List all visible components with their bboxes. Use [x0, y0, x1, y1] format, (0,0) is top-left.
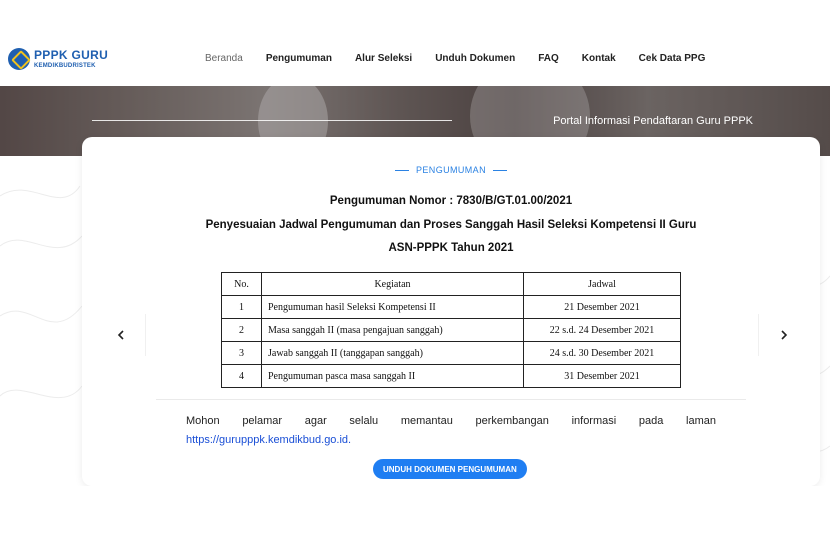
label-dash-left	[395, 170, 409, 171]
nav-item-unduh-dokumen[interactable]: Unduh Dokumen	[435, 53, 516, 64]
announcement-number: Pengumuman Nomor : 7830/B/GT.01.00/2021	[329, 195, 573, 207]
announcement-title-line-2: ASN-PPPK Tahun 2021	[388, 242, 514, 254]
content-divider	[156, 399, 746, 400]
notice-paragraph	[186, 412, 716, 450]
carousel-next-button[interactable]	[758, 314, 808, 356]
announcement-card	[82, 137, 820, 486]
announcement-title-line-1: Penyesuaian Jadwal Pengumuman dan Proses Sanggah Hasil Seleksi Kompetensi II Guru	[205, 219, 697, 231]
cell-no: 4	[222, 365, 262, 388]
cell-no: 1	[222, 296, 262, 319]
header-no: No.	[222, 273, 262, 296]
section-label	[82, 165, 820, 175]
header-jadwal: Jadwal	[524, 273, 681, 296]
section-label-text: PENGUMUMAN	[415, 165, 486, 175]
table-row	[222, 342, 681, 365]
chevron-left-icon	[116, 330, 126, 340]
page-bottom	[0, 486, 830, 552]
nav-item-kontak[interactable]: Kontak	[581, 53, 616, 64]
cell-kegiatan: Jawab sanggah II (tanggapan sanggah)	[262, 342, 524, 365]
tut-wuri-emblem-icon	[8, 48, 30, 70]
cell-no: 3	[222, 342, 262, 365]
table-row	[222, 296, 681, 319]
nav-item-alur-seleksi[interactable]: Alur Seleksi	[354, 53, 413, 64]
schedule-table	[221, 272, 681, 388]
brand-title: PPPK GURU	[34, 48, 109, 62]
brand-logo[interactable]	[8, 48, 108, 70]
table-header-row	[222, 273, 681, 296]
hero-caption: Portal Informasi Pendaftaran Guru PPPK	[553, 115, 753, 127]
label-dash-right	[493, 170, 507, 171]
portal-link[interactable]: https://gurupppk.kemdikbud.go.id.	[186, 434, 352, 446]
nav-item-pengumuman[interactable]: Pengumuman	[265, 53, 332, 64]
download-announcement-button[interactable]: UNDUH DOKUMEN PENGUMUMAN	[373, 459, 527, 479]
table-row	[222, 319, 681, 342]
carousel-prev-button[interactable]	[96, 314, 146, 356]
cell-jadwal: 21 Desember 2021	[524, 296, 681, 319]
notice-text: Mohon pelamar agar selalu memantau perkembangan informasi pada laman	[186, 415, 716, 427]
brand-text	[34, 49, 108, 69]
cell-jadwal: 24 s.d. 30 Desember 2021	[524, 342, 681, 365]
cell-kegiatan: Pengumuman hasil Seleksi Kompetensi II	[262, 296, 524, 319]
navbar	[0, 0, 830, 86]
cell-no: 2	[222, 319, 262, 342]
cell-kegiatan: Masa sanggah II (masa pengajuan sanggah)	[262, 319, 524, 342]
chevron-right-icon	[779, 330, 789, 340]
main-nav	[205, 53, 728, 64]
cell-kegiatan: Pengumuman pasca masa sanggah II	[262, 365, 524, 388]
nav-item-cek-data-ppg[interactable]: Cek Data PPG	[638, 53, 706, 64]
brand-subtitle: KEMDIKBUDRISTEK	[34, 63, 96, 69]
cell-jadwal: 31 Desember 2021	[524, 365, 681, 388]
cell-jadwal: 22 s.d. 24 Desember 2021	[524, 319, 681, 342]
nav-item-beranda[interactable]: Beranda	[205, 53, 243, 64]
hero-divider-line	[92, 120, 452, 121]
table-row	[222, 365, 681, 388]
header-kegiatan: Kegiatan	[262, 273, 524, 296]
nav-item-faq[interactable]: FAQ	[538, 53, 559, 64]
